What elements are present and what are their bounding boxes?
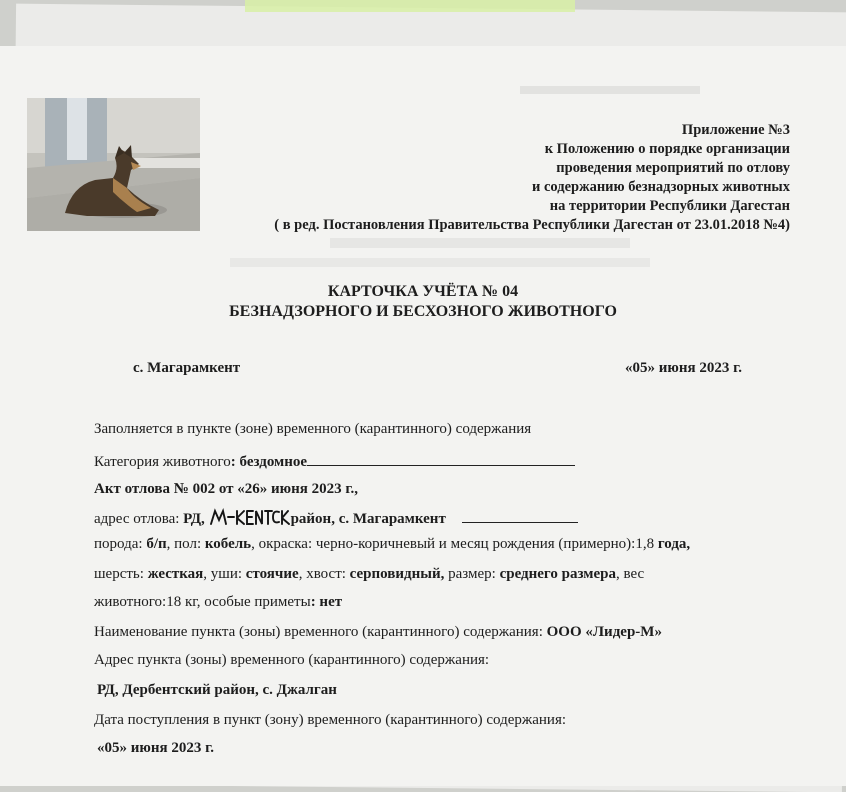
card-date: «05» июня 2023 г. bbox=[625, 360, 742, 376]
blank-line bbox=[462, 508, 578, 523]
sex-value: кобель bbox=[204, 536, 252, 552]
zone-name-label: Наименование пункта (зоны) временного (карантинного) содержания: bbox=[94, 624, 547, 640]
handwritten-district bbox=[209, 508, 291, 526]
category-row bbox=[94, 451, 575, 471]
size-value: среднего размера bbox=[499, 566, 616, 582]
zone-address-value: РД, Дербентский район, с. Джалган bbox=[97, 682, 337, 698]
appendix-header bbox=[190, 121, 790, 235]
size-label: размер: bbox=[444, 566, 500, 582]
blank-line bbox=[307, 451, 575, 466]
ears-value: стоячие bbox=[245, 566, 299, 582]
arrival-value: «05» июня 2023 г. bbox=[97, 740, 214, 756]
zone-name-row bbox=[94, 624, 662, 641]
catch-act: Акт отлова № 002 от «26» июня 2023 г., bbox=[94, 481, 359, 497]
fur-row bbox=[94, 566, 644, 583]
tail-value: серповидный, bbox=[349, 566, 445, 582]
dog-photo bbox=[27, 98, 200, 231]
zone-address-label: Адрес пункта (зоны) временного (карантинного) содержания: bbox=[94, 652, 490, 668]
card-place: с. Магарамкент bbox=[133, 360, 241, 376]
address-rest: район, с. Магарамкент bbox=[290, 511, 446, 527]
appendix-line: на территории Республики Дагестан bbox=[549, 198, 790, 214]
fill-zone-note: Заполняется в пункте (зоне) временного (карантинного) содержания bbox=[94, 421, 532, 437]
weight-line: животного:18 кг, особые приметы bbox=[94, 594, 311, 610]
appendix-line: ( в ред. Постановления Правительства Республики Дагестан от 23.01.2018 №4) bbox=[274, 217, 790, 233]
age-value: года, bbox=[657, 536, 691, 552]
address-label: адрес отлова: bbox=[94, 511, 184, 527]
bleed-through-mark bbox=[520, 86, 700, 94]
category-value: : бездомное bbox=[230, 454, 308, 470]
arrival-label: Дата поступления в пункт (зону) временного (карантинного) содержания: bbox=[94, 712, 567, 728]
ears-label: , уши: bbox=[203, 566, 246, 582]
bleed-through-mark bbox=[230, 258, 650, 267]
tape-strip bbox=[245, 0, 575, 12]
appendix-line: Приложение №3 bbox=[681, 122, 790, 138]
address-region: РД, bbox=[183, 511, 209, 527]
zone-name-value: ООО «Лидер-М» bbox=[546, 624, 662, 640]
fur-label: шерсть: bbox=[94, 566, 148, 582]
color-text: , окраска: черно-коричневый и месяц рождения (примерно):1,8 bbox=[251, 536, 658, 552]
sex-label: , пол: bbox=[166, 536, 205, 552]
card-title: КАРТОЧКА УЧЁТА № 04 bbox=[327, 283, 519, 300]
appendix-line: к Положению о порядке организации bbox=[544, 141, 790, 157]
weight-row bbox=[94, 594, 342, 611]
bleed-through-mark bbox=[330, 238, 630, 248]
breed-label: порода: bbox=[94, 536, 147, 552]
breed-row bbox=[94, 536, 690, 553]
fur-value: жесткая bbox=[147, 566, 204, 582]
address-row bbox=[94, 508, 578, 528]
breed-value: б/п bbox=[146, 536, 167, 552]
category-label: Категория животного bbox=[94, 454, 231, 470]
marks-value: : нет bbox=[310, 594, 343, 610]
tail-label: , хвост: bbox=[298, 566, 350, 582]
appendix-line: проведения мероприятий по отлову bbox=[556, 160, 790, 176]
weight-label: , вес bbox=[615, 566, 645, 582]
appendix-line: и содержанию безнадзорных животных bbox=[531, 179, 790, 195]
card-subtitle: БЕЗНАДЗОРНОГО И БЕСХОЗНОГО ЖИВОТНОГО bbox=[229, 303, 617, 320]
